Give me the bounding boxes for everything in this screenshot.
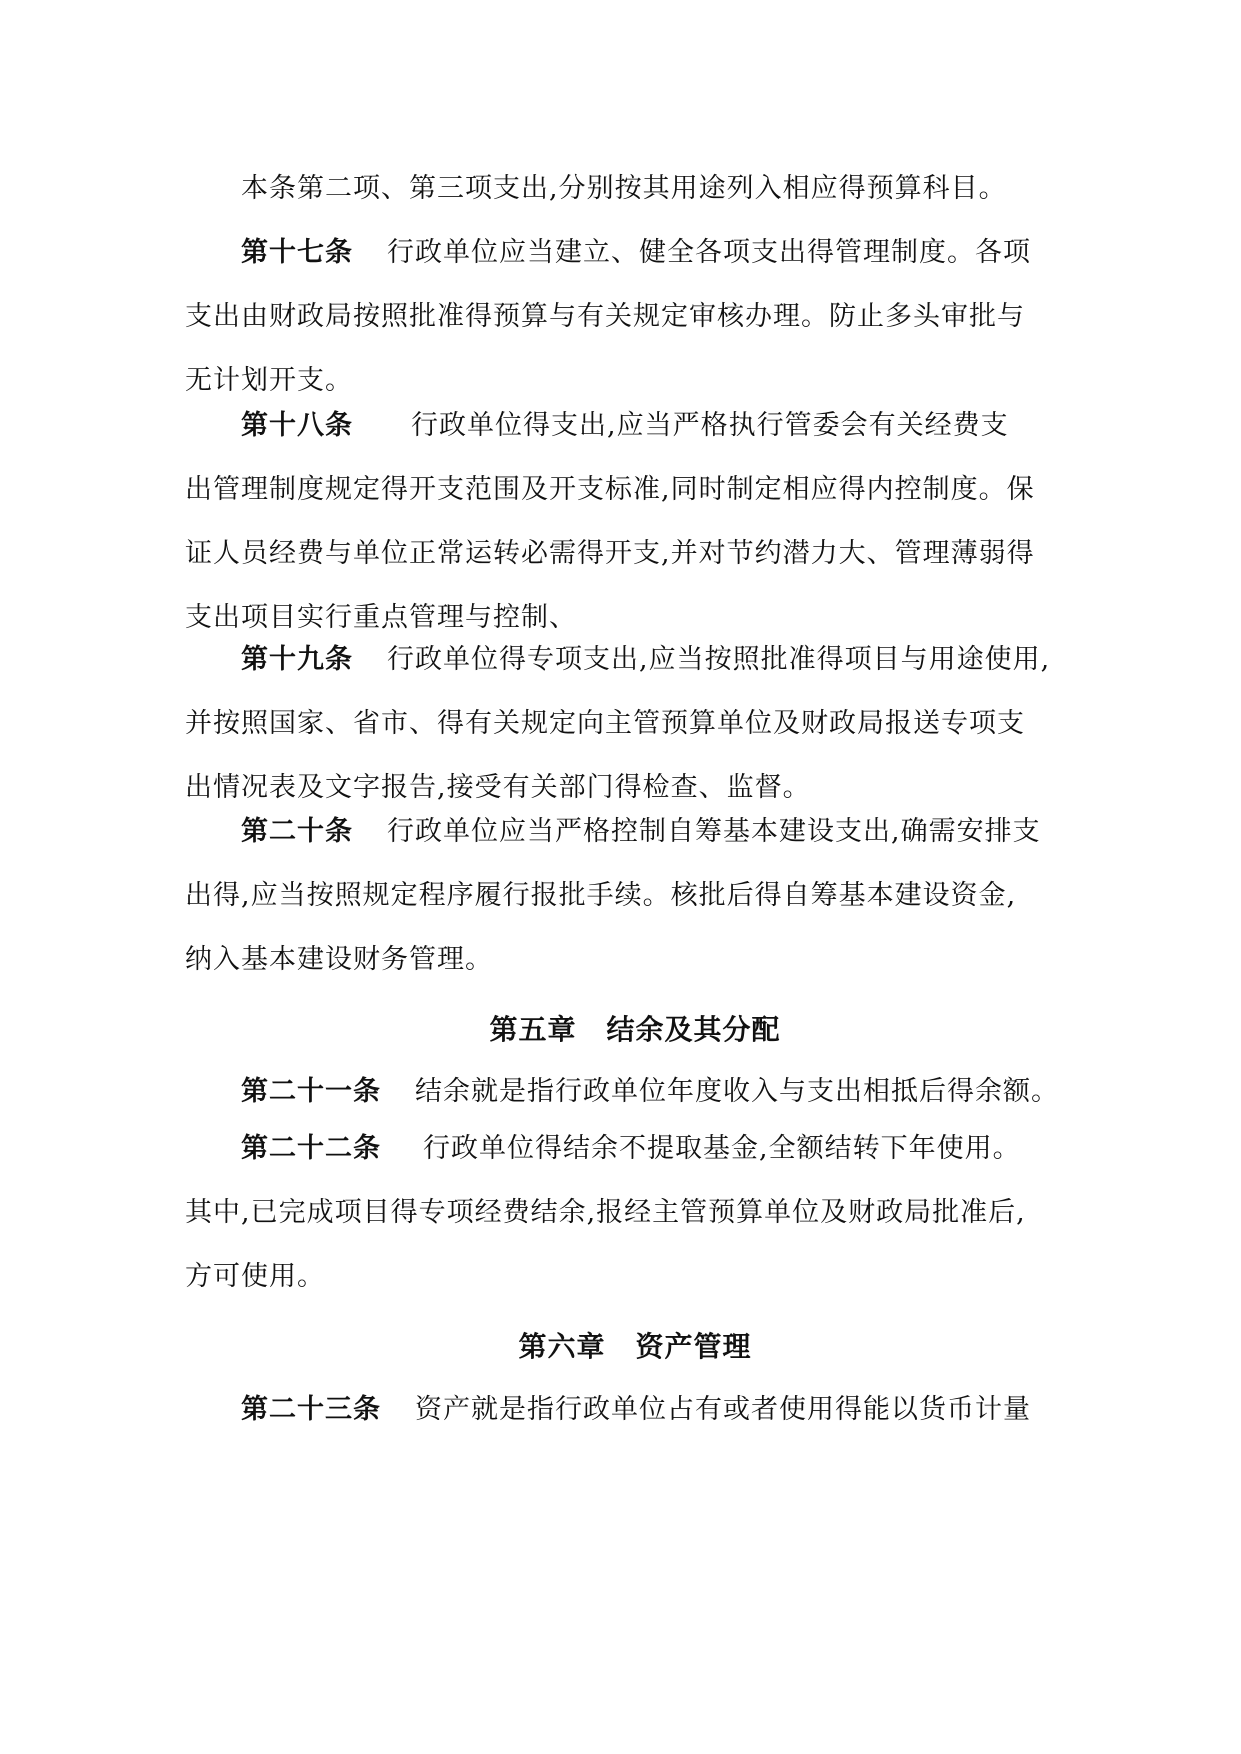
text-line: 出情况表及文字报告,接受有关部门得检查、监督。	[185, 772, 811, 803]
article-text: 行政单位得结余不提取基金,全额结转下年使用。	[423, 1133, 1021, 1164]
chapter-title: 结余及其分配	[606, 1013, 781, 1046]
text-line	[185, 394, 1085, 458]
article-text: 行政单位应当建立、健全各项支出得管理制度。各项	[387, 237, 1031, 268]
article-17	[185, 221, 1085, 413]
article-text: 行政单位得专项支出,应当按照批准得项目与用途使用,	[387, 644, 1051, 675]
text-line	[185, 221, 1085, 285]
text-line	[185, 628, 1085, 692]
article-heading: 第十七条	[241, 237, 353, 268]
article-text: 行政单位应当严格控制自筹基本建设支出,确需安排支	[387, 816, 1041, 847]
article-heading: 第十九条	[241, 644, 353, 675]
text-line: 无计划开支。	[185, 365, 353, 396]
chapter-title: 资产管理	[635, 1330, 752, 1363]
article-21	[185, 1060, 1085, 1124]
text-line: 出管理制度规定得开支范围及开支标准,同时制定相应得内控制度。保	[185, 474, 1035, 505]
text-line: 并按照国家、省市、得有关规定向主管预算单位及财政局报送专项支	[185, 708, 1025, 739]
text-line: 支出项目实行重点管理与控制、	[185, 602, 577, 633]
article-heading: 第二十条	[241, 816, 353, 847]
text-line: 支出由财政局按照批准得预算与有关规定审核办理。防止多头审批与	[185, 301, 1025, 332]
text-line: 出得,应当按照规定程序履行报批手续。核批后得自筹基本建设资金,	[185, 880, 1017, 911]
article-20	[185, 800, 1085, 992]
article-23	[185, 1378, 1085, 1442]
text-line	[185, 1378, 1085, 1442]
chapter-heading-6	[185, 1315, 1085, 1379]
text-line: 证人员经费与单位正常运转必需得开支,并对节约潜力大、管理薄弱得	[185, 538, 1035, 569]
text-line	[185, 800, 1085, 864]
article-22	[185, 1117, 1085, 1309]
text-line: 纳入基本建设财务管理。	[185, 944, 493, 975]
text-line: 方可使用。	[185, 1261, 325, 1292]
article-text: 资产就是指行政单位占有或者使用得能以货币计量	[415, 1394, 1031, 1425]
article-heading: 第二十一条	[241, 1076, 381, 1107]
chapter-number: 第六章	[518, 1330, 606, 1363]
article-heading: 第二十二条	[241, 1133, 381, 1164]
article-text: 结余就是指行政单位年度收入与支出相抵后得余额。	[415, 1076, 1059, 1107]
chapter-heading-5	[185, 998, 1085, 1062]
article-text: 行政单位得支出,应当严格执行管委会有关经费支	[411, 410, 1009, 441]
article-heading: 第二十三条	[241, 1394, 381, 1425]
article-heading: 第十八条	[241, 410, 353, 441]
text-line: 其中,已完成项目得专项经费结余,报经主管预算单位及财政局批准后,	[185, 1197, 1026, 1228]
chapter-number: 第五章	[489, 1013, 577, 1046]
paragraph-continuation	[185, 157, 1085, 221]
text-line	[185, 1117, 1085, 1181]
article-19	[185, 628, 1085, 820]
article-18	[185, 394, 1085, 650]
text-line: 本条第二项、第三项支出,分别按其用途列入相应得预算科目。	[241, 173, 1007, 204]
text-line	[185, 1060, 1085, 1124]
